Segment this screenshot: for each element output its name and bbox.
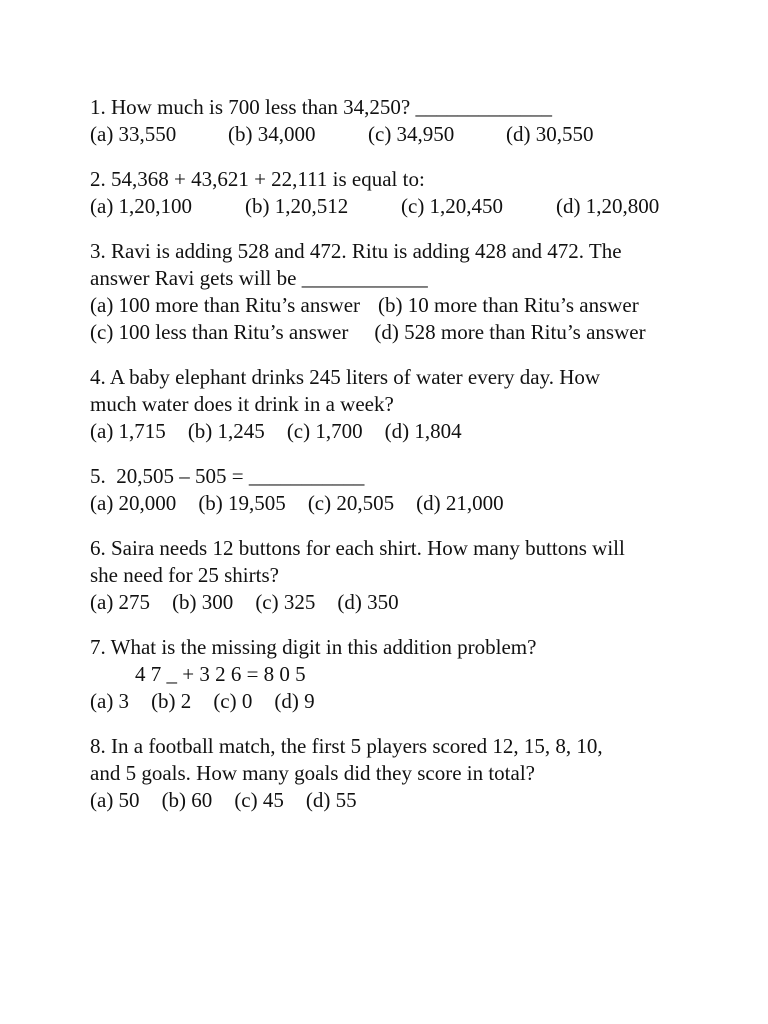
- option-b: (b) 300: [172, 590, 234, 614]
- question-7-options: [90, 688, 750, 715]
- question-2-text: 2. 54,368 + 43,621 + 22,111 is equal to:: [90, 167, 425, 191]
- question-4-text-line-2: much water does it drink in a week?: [90, 392, 394, 416]
- question-3-options-row-1: [90, 292, 650, 319]
- option-b: (b) 2: [151, 689, 192, 713]
- question-6-options: [90, 589, 750, 616]
- option-c: (c) 20,505: [307, 491, 395, 515]
- question-8: [90, 733, 750, 814]
- question-8-options: [90, 787, 750, 814]
- question-1-options: [90, 121, 750, 148]
- question-3: [90, 238, 750, 346]
- option-c: (c) 100 less than Ritu’s answer: [90, 320, 349, 344]
- option-a: (a) 100 more than Ritu’s answer: [90, 293, 361, 317]
- option-c: (c) 34,950: [368, 122, 455, 146]
- option-b: (b) 19,505: [198, 491, 286, 515]
- option-d: (d) 9: [274, 689, 315, 713]
- question-2-options: [90, 193, 750, 220]
- option-a: (a) 275: [90, 590, 151, 614]
- question-3-text-line-2: answer Ravi gets will be ____________: [90, 266, 428, 290]
- option-d: (d) 30,550: [506, 122, 594, 146]
- question-5: [90, 463, 750, 517]
- question-4-text-line-1: 4. A baby elephant drinks 245 liters of water every day. How: [90, 365, 601, 389]
- option-c: (c) 1,20,450: [401, 194, 504, 218]
- question-6: [90, 535, 750, 616]
- question-4: [90, 364, 750, 445]
- option-a: (a) 50: [90, 788, 140, 812]
- question-5-text: 5. 20,505 – 505 = ___________: [90, 464, 365, 488]
- question-3-text-line-1: 3. Ravi is adding 528 and 472. Ritu is adding 428 and 472. The: [90, 239, 622, 263]
- question-8-text-line-2: and 5 goals. How many goals did they score in total?: [90, 761, 535, 785]
- option-a: (a) 20,000: [90, 491, 177, 515]
- question-2: [90, 166, 750, 220]
- question-3-options-row-2: [90, 319, 650, 346]
- option-c: (c) 1,700: [286, 419, 363, 443]
- option-d: (d) 350: [337, 590, 399, 614]
- option-b: (b) 1,20,512: [245, 194, 349, 218]
- question-4-options: [90, 418, 750, 445]
- option-c: (c) 325: [255, 590, 316, 614]
- option-b: (b) 1,245: [187, 419, 265, 443]
- option-d: (d) 21,000: [416, 491, 504, 515]
- question-7: [90, 634, 750, 715]
- option-b: (b) 34,000: [228, 122, 316, 146]
- option-a: (a) 1,715: [90, 419, 166, 443]
- question-6-text-line-2: she need for 25 shirts?: [90, 563, 279, 587]
- option-d: (d) 528 more than Ritu’s answer: [374, 320, 646, 344]
- option-c: (c) 0: [213, 689, 253, 713]
- option-b: (b) 60: [161, 788, 213, 812]
- question-1-text: 1. How much is 700 less than 34,250? _____________: [90, 95, 552, 119]
- question-6-text-line-1: 6. Saira needs 12 buttons for each shirt. How many buttons will: [90, 536, 625, 560]
- question-8-text-line-1: 8. In a football match, the first 5 players scored 12, 15, 8, 10,: [90, 734, 603, 758]
- question-7-text: 7. What is the missing digit in this addition problem?: [90, 635, 537, 659]
- question-7-equation: 4 7 _ + 3 2 6 = 8 0 5: [135, 662, 306, 686]
- option-a: (a) 33,550: [90, 122, 177, 146]
- option-b: (b) 10 more than Ritu’s answer: [378, 293, 639, 317]
- option-a: (a) 3: [90, 689, 130, 713]
- option-a: (a) 1,20,100: [90, 194, 193, 218]
- option-d: (d) 55: [305, 788, 357, 812]
- question-1: [90, 94, 750, 148]
- option-d: (d) 1,20,800: [556, 194, 660, 218]
- question-5-options: [90, 490, 750, 517]
- option-d: (d) 1,804: [384, 419, 462, 443]
- option-c: (c) 45: [234, 788, 284, 812]
- worksheet: [90, 94, 750, 832]
